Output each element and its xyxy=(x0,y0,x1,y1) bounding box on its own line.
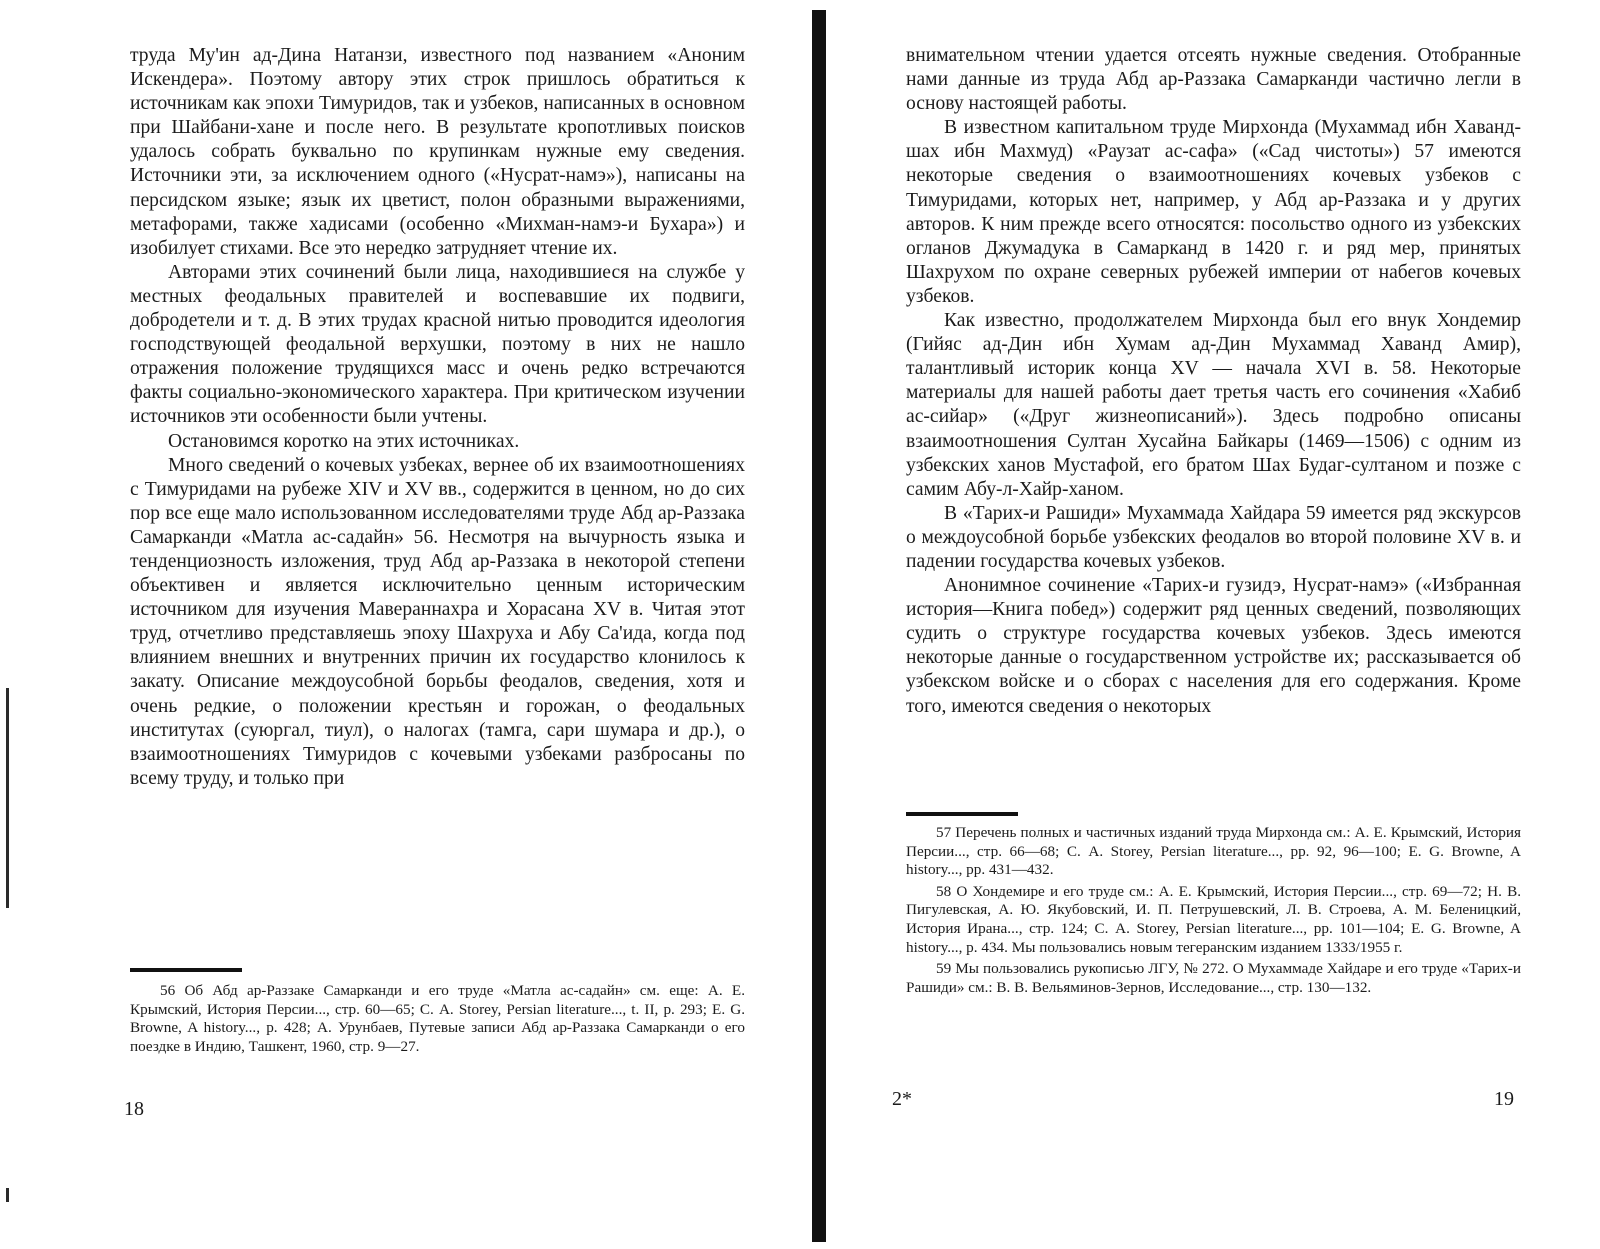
paragraph: внимательном чтении удается отсеять нужные сведения. Отобранные нами данные из труда Абд ар-Раззака Самарканди частично легли в основу настоящей работы. xyxy=(906,45,1521,115)
signature-mark: 2* xyxy=(892,1088,912,1110)
page-number: 18 xyxy=(124,1098,144,1120)
paragraph: В известном капитальном труде Мирхонда (Мухаммад ибн Хаванд-шах ибн Махмуд) «Раузат ас-сафа» («Сад чистоты») 57 имеются некоторые сведения о взаимоотношениях кочевых узбеков с Тимуридами, которых нет, например, у Абд ар-Раззака и у других авторов. К ним прежде всего относятся: посольство одного из узбекских огланов Джумадука в Самарканд в 1420 г. и ряд мер, принятых Шахрухом по охране северных рубежей империи от набегов кочевых узбеков. xyxy=(906,117,1521,307)
right-text-column xyxy=(906,44,1521,719)
scan-edge-mark xyxy=(6,1188,9,1202)
paragraph: Как известно, продолжателем Мирхонда был его внук Хондемир (Гийяс ад-Дин ибн Хумам ад-Дин Мухаммад Хаванд Амир), талантливый историк конца XV — начала XVI в. 58. Некоторые материалы для нашей работы дает третья часть его сочинения «Хабиб ас-сийар» («Друг жизнеописаний»). Здесь подробно описаны взаимоотношения Султан Хусайна Байкары (1469—1506) с одним из узбекских ханов Мустафой, его братом Шах Будаг-султаном и позже с самим Абу-л-Хайр-ханом. xyxy=(906,310,1521,500)
paragraph: Много сведений о кочевых узбеках, вернее об их взаимоотношениях с Тимуридами на рубеже XIV и XV вв., содержится в ценном, но до сих пор все еще мало использованном исследователями труде Абд ар-Раззака Самарканди «Матла ас-садайн» 56. Несмотря на вычурность языка и тенденциозность изложения, труд Абд ар-Раззака в некоторой степени объективен и является исключительно ценным историческим источником для изучения Мавераннахра и Хорасана XV в. Читая этот труд, отчетливо представляешь эпоху Шахруха и Абу Са'ида, когда под влиянием внешних и внутренних причин их государство клонилось к закату. Описание междоусобной борьбы феодалов, сведения, хотя и очень редкие, о положении крестьян и горожан, о феодальных институтах (суюргал, тиул), о налогах (тамга, сари шумара и др.), о взаимоотношениях Тимуридов с кочевыми узбеками разбросаны по всему труду, и только при xyxy=(130,454,745,789)
footnote: 56 Об Абд ар-Раззаке Самарканди и его труде «Матла ас-садайн» см. еще: А. Е. Крымский, История Персии..., стр. 60—65; С. А. Storey, Persian literature..., t. II, p. 293; E. G. Browne, A history..., p. 428; А. Урунбаев, Путевые записи Абд ар-Раззака Самарканди о его поездке в Индию, Ташкент, 1960, стр. 9—27. xyxy=(130,982,745,1055)
right-page xyxy=(826,0,1600,1249)
paragraph: Анонимное сочинение «Тарих-и гузидэ, Нусрат-намэ» («Избранная история—Книга побед») содержит ряд ценных сведений, позволяющих судить о структуре государства кочевых узбеков. Здесь имеются некоторые данные о государственном устройстве их; рассказывается об узбекском войске и о сборах с населения для его содержания. Кроме того, имеются сведения о некоторых xyxy=(906,575,1521,717)
left-footnotes xyxy=(130,982,745,1059)
footnote: 57 Перечень полных и частичных изданий труда Мирхонда см.: А. Е. Крымский, История Персии..., стр. 66—68; С. А. Storey, Persian literature..., pp. 92, 96—100; E. G. Browne, A history..., pp. 431—432. xyxy=(906,824,1521,879)
left-text-column xyxy=(130,44,745,791)
paragraph: труда Му'ин ад-Дина Натанзи, известного под названием «Аноним Искендера». Поэтому автору этих строк пришлось обратиться к источникам как эпохи Тимуридов, так и узбеков, написанных в основном при Шайбани-хане и после него. В результате кропотливых поисков удалось собрать буквально по крупинкам нужные ему сведения. Источники эти, за исключением одного («Нусрат-намэ»), написаны на персидском языке; язык их цветист, полон образными выражениями, метафорами, также хадисами (особенно «Михман-намэ-и Бухара») и изобилует стихами. Все это нередко затрудняет чтение их. xyxy=(130,45,745,259)
paragraph: Авторами этих сочинений были лица, находившиеся на службе у местных феодальных правителей и воспевавшие их подвиги, добродетели и т. д. В этих трудах красной нитью проводится идеология господствующей феодальной верхушки, поэтому в них не нашло отражения положение трудящихся масс и очень редко встречаются факты социально-экономического характера. При критическом изучении источников эти особенности были учтены. xyxy=(130,261,745,428)
footnote-rule xyxy=(130,968,242,972)
right-footnotes xyxy=(906,824,1521,1000)
paragraph: В «Тарих-и Рашиди» Мухаммада Хайдара 59 имеется ряд экскурсов о междоусобной борьбе узбекских феодалов во второй половине XV в. и падении государства кочевых узбеков. xyxy=(906,502,1521,572)
scan-edge-mark xyxy=(6,688,9,908)
footnote: 59 Мы пользовались рукописью ЛГУ, № 272. О Мухаммаде Хайдаре и его труде «Тарих-и Рашиди» см.: В. В. Вельяминов-Зернов, Исследование..., стр. 130—132. xyxy=(906,960,1521,996)
footnote-rule xyxy=(906,812,1018,816)
paragraph: Остановимся коротко на этих источниках. xyxy=(168,430,520,452)
footnote: 58 О Хондемире и его труде см.: А. Е. Крымский, История Персии..., стр. 69—72; Н. В. Пигулевская, А. Ю. Якубовский, И. П. Петрушевский, Л. В. Строева, А. М. Беленицкий, История Ирана..., стр. 124; С. А. Storey, Persian literature..., pp. 101—104; E. G. Browne, A history..., p. 434. Мы пользовались новым тегеранским изданием 1333/1955 г. xyxy=(906,882,1521,956)
page-number: 19 xyxy=(1494,1088,1514,1110)
book-spine xyxy=(812,10,826,1242)
